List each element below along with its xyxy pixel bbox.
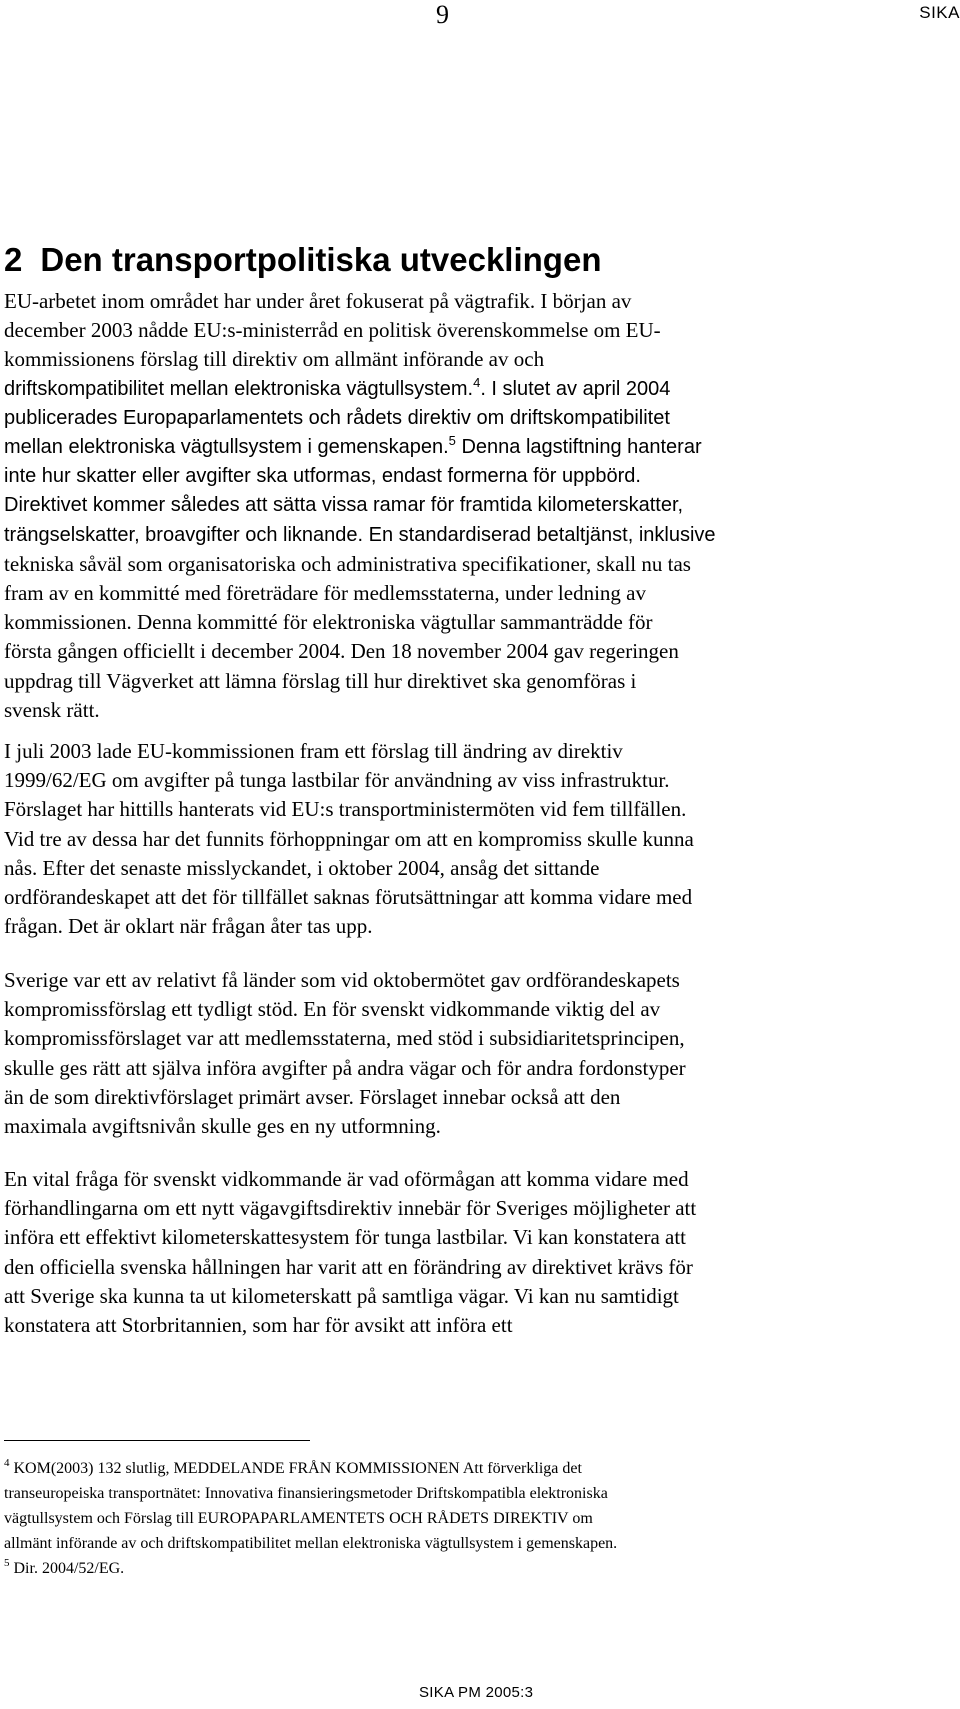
footnote-ref-4[interactable]: 4	[473, 374, 481, 390]
footnotes	[4, 1456, 617, 1581]
header-org-label: SIKA	[919, 3, 960, 22]
text-line: Direktivet kommer således att sätta vissa ramar för framtida kilometerskatter,	[4, 494, 684, 517]
text-line: den officiella svenska hållningen har varit att en förändring av direktivet krävs för	[4, 1254, 693, 1279]
text-line	[4, 375, 952, 404]
text-fragment: Denna lagstiftning hanterar	[455, 436, 702, 459]
page-number: 9	[436, 0, 449, 29]
footnote-text: Dir. 2004/52/EG.	[9, 1560, 125, 1577]
paragraph-sverige-stod	[4, 966, 952, 1141]
text-line: frågan. Det är oklart när frågan åter tas upp.	[4, 914, 373, 939]
text-line: skulle ges rätt att själva införa avgifter på andra vägar och för andra fordonstyper	[4, 1055, 686, 1080]
text-fragment: driftskompatibilitet mellan elektroniska vägtullsystem.	[4, 377, 474, 400]
text-line: Sverige var ett av relativt få länder som vid oktobermötet gav ordförandeskapets	[4, 968, 680, 992]
section-heading	[4, 240, 601, 280]
paragraph-eu-vagtullar	[4, 287, 952, 725]
paragraph-lastbilsavgifter	[4, 737, 952, 941]
text-line: 1999/62/EG om avgifter på tunga lastbilar för användning av viss infrastruktur.	[4, 768, 670, 793]
text-line: Vid tre av dessa har det funnits förhoppningar om att en kompromiss skulle kunna	[4, 826, 694, 851]
text-line: Förslaget har hittills hanterats vid EU:s transportministermöten vid fem tillfällen.	[4, 797, 687, 822]
text-line: En vital fråga för svenskt vidkommande är vad oförmågan att komma vidare med	[4, 1167, 689, 1191]
footnote-4	[4, 1456, 617, 1481]
text-line: kompromissförslaget var att medlemsstaterna, med stöd i subsidiaritetsprincipen,	[4, 1026, 685, 1051]
footnote-text: transeuropeiska transportnätet: Innovativa finansieringsmetoder Driftskompatibla elektroniska	[4, 1485, 608, 1502]
text-line: publicerades Europaparlamentets och rådets direktiv om driftskompatibilitet	[4, 406, 670, 429]
text-line: fram av en kommitté med företrädare för medlemsstaterna, under ledning av	[4, 581, 646, 606]
text-line	[4, 433, 952, 462]
text-line: än de som direktivförslaget primärt avser. Förslaget innebar också att den	[4, 1084, 621, 1109]
text-line: maximala avgiftsnivån skulle ges en ny utformning.	[4, 1114, 441, 1139]
footnote-marker: 4	[4, 1457, 10, 1469]
paragraph-vital-fraga	[4, 1165, 952, 1340]
text-line: uppdrag till Vägverket att lämna förslag till hur direktivet ska genomföras i	[4, 668, 637, 693]
text-line: kompromissförslag ett tydligt stöd. En för svenskt vidkommande viktig del av	[4, 997, 661, 1022]
text-line: trängselskatter, broavgifter och liknande. En standardiserad betaltjänst, inklusive	[4, 523, 716, 546]
text-line: konstatera att Storbritannien, som har för avsikt att införa ett	[4, 1313, 513, 1338]
text-line: ordförandeskapet att det för tillfället saknas förutsättningar att komma vidare med	[4, 885, 693, 910]
footnote-text: allmänt införande av och driftskompatibilitet mellan elektroniska vägtullsystem i gemenskapen.	[4, 1535, 618, 1552]
footnote-ref-5[interactable]: 5	[448, 433, 456, 449]
text-line: tekniska såväl som organisatoriska och administrativa specifikationer, skall nu tas	[4, 551, 691, 576]
section-title: Den transportpolitiska utvecklingen	[40, 241, 602, 278]
text-line: kommissionen. Denna kommitté för elektroniska vägtullar sammanträdde för	[4, 610, 653, 635]
page-footer: SIKA PM 2005:3	[419, 1684, 534, 1701]
text-line: I juli 2003 lade EU-kommissionen fram ett förslag till ändring av direktiv	[4, 739, 623, 763]
footnote-marker: 5	[4, 1557, 10, 1569]
section-number: 2	[4, 241, 23, 278]
text-fragment: . I slutet av april 2004	[480, 377, 671, 400]
text-fragment: mellan elektroniska vägtullsystem i gemenskapen.	[4, 436, 449, 459]
footnote-divider	[4, 1440, 310, 1441]
text-line: förhandlingarna om ett nytt vägavgiftsdirektiv innebär för Sveriges möjligheter att	[4, 1196, 697, 1221]
footnote-5	[4, 1556, 617, 1581]
footnote-text: KOM(2003) 132 slutlig, MEDDELANDE FRÅN KOMMISSIONEN Att förverkliga det	[9, 1460, 582, 1477]
footnote-text: vägtullsystem och Förslag till EUROPAPARLAMENTETS OCH RÅDETS DIREKTIV om	[4, 1510, 593, 1527]
text-line: införa ett effektivt kilometerskattesystem för tunga lastbilar. Vi kan konstatera att	[4, 1225, 687, 1250]
text-line: inte hur skatter eller avgifter ska utformas, endast formerna för uppbörd.	[4, 465, 641, 488]
text-line: första gången officiellt i december 2004. Den 18 november 2004 gav regeringen	[4, 639, 679, 664]
text-line: december 2003 nådde EU:s-ministerråd en politisk överenskommelse om EU-	[4, 318, 661, 343]
text-line: att Sverige ska kunna ta ut kilometerskatt på samtliga vägar. Vi kan nu samtidigt	[4, 1283, 679, 1308]
text-line: svensk rätt.	[4, 697, 100, 722]
text-line: nås. Efter det senaste misslyckandet, i oktober 2004, ansåg det sittande	[4, 855, 600, 880]
text-line: EU-arbetet inom området har under året fokuserat på vägtrafik. I början av	[4, 289, 632, 313]
text-line: kommissionens förslag till direktiv om allmänt införande av och	[4, 347, 545, 372]
